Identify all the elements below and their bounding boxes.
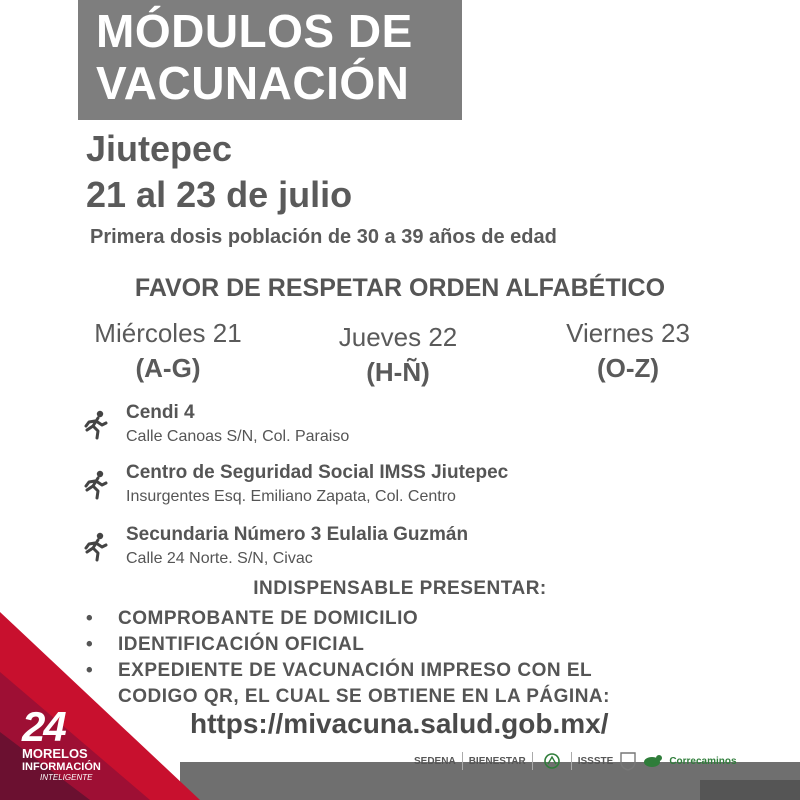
footer-bar-dark: [700, 780, 800, 800]
day-name: Miércoles 21: [94, 318, 242, 348]
location-address: Calle Canoas S/N, Col. Paraiso: [126, 428, 350, 445]
vaccine-url: https://mivacuna.salud.gob.mx/: [190, 708, 609, 739]
brand-line1: MORELOS: [22, 746, 88, 761]
city-name: Jiutepec: [86, 128, 233, 169]
bienestar-logo: BIENESTAR: [468, 755, 526, 767]
imss-logo-icon: [539, 752, 565, 770]
dose-info: Primera dosis población de 30 a 39 años de edad: [90, 226, 557, 248]
runner-icon: [80, 532, 110, 562]
location-name: Cendi 4: [126, 402, 195, 423]
location-name: Centro de Seguridad Social IMSS Jiutepec: [126, 462, 509, 483]
logo-divider: [532, 752, 533, 770]
location-address: Calle 24 Norte. S/N, Civac: [126, 550, 313, 567]
bullet: •: [86, 660, 94, 681]
day-range: (O-Z): [596, 353, 660, 383]
day-wednesday: [58, 318, 278, 384]
day-thursday: [288, 322, 508, 388]
day-friday: [518, 318, 738, 384]
sedena-logo: SEDENA: [414, 755, 456, 767]
day-range: (A-G): [135, 353, 201, 383]
location-name: Secundaria Número 3 Eulalia Guzmán: [126, 524, 469, 545]
logo-divider: [571, 752, 572, 770]
title-line-1: MÓDULOS DE: [96, 5, 413, 57]
runner-icon: [80, 410, 110, 440]
day-name: Jueves 22: [338, 322, 458, 352]
order-notice: FAVOR DE RESPETAR ORDEN ALFABÉTICO: [134, 274, 666, 302]
bullet: •: [86, 608, 94, 629]
title-line-2: VACUNACIÓN: [96, 57, 410, 109]
roadrunner-logo-icon: [643, 753, 663, 769]
requirement-text: IDENTIFICACIÓN OFICIAL: [118, 634, 365, 655]
brigada-logo: Correcaminos: [669, 755, 737, 767]
brand-line3: INTELIGENTE: [40, 773, 93, 782]
brand-number: 24: [22, 703, 65, 750]
requirement-text: COMPROBANTE DE DOMICILIO: [118, 608, 419, 629]
day-name: Viernes 23: [566, 318, 690, 348]
logo-divider: [462, 752, 463, 770]
footer-logos: [414, 748, 737, 774]
shield-logo-icon: [619, 751, 637, 771]
brand-line2: INFORMACIÓN: [22, 761, 101, 773]
brand-logo: [22, 703, 101, 782]
requirements-heading: INDISPENSABLE PRESENTAR:: [253, 578, 547, 599]
bullet: •: [86, 634, 94, 655]
location-item: [80, 524, 640, 574]
location-item: [80, 402, 640, 452]
requirement-text: EXPEDIENTE DE VACUNACIÓN IMPRESO CON EL: [118, 660, 593, 681]
requirement-text-continued: CODIGO QR, EL CUAL SE OBTIENE EN LA PÁGINA:: [118, 686, 610, 707]
day-range: (H-Ñ): [366, 357, 430, 387]
date-range: 21 al 23 de julio: [86, 174, 353, 215]
location-item: [80, 462, 640, 512]
location-address: Insurgentes Esq. Emiliano Zapata, Col. Centro: [126, 488, 456, 505]
issste-logo: ISSSTE: [577, 755, 614, 767]
runner-icon: [80, 470, 110, 500]
